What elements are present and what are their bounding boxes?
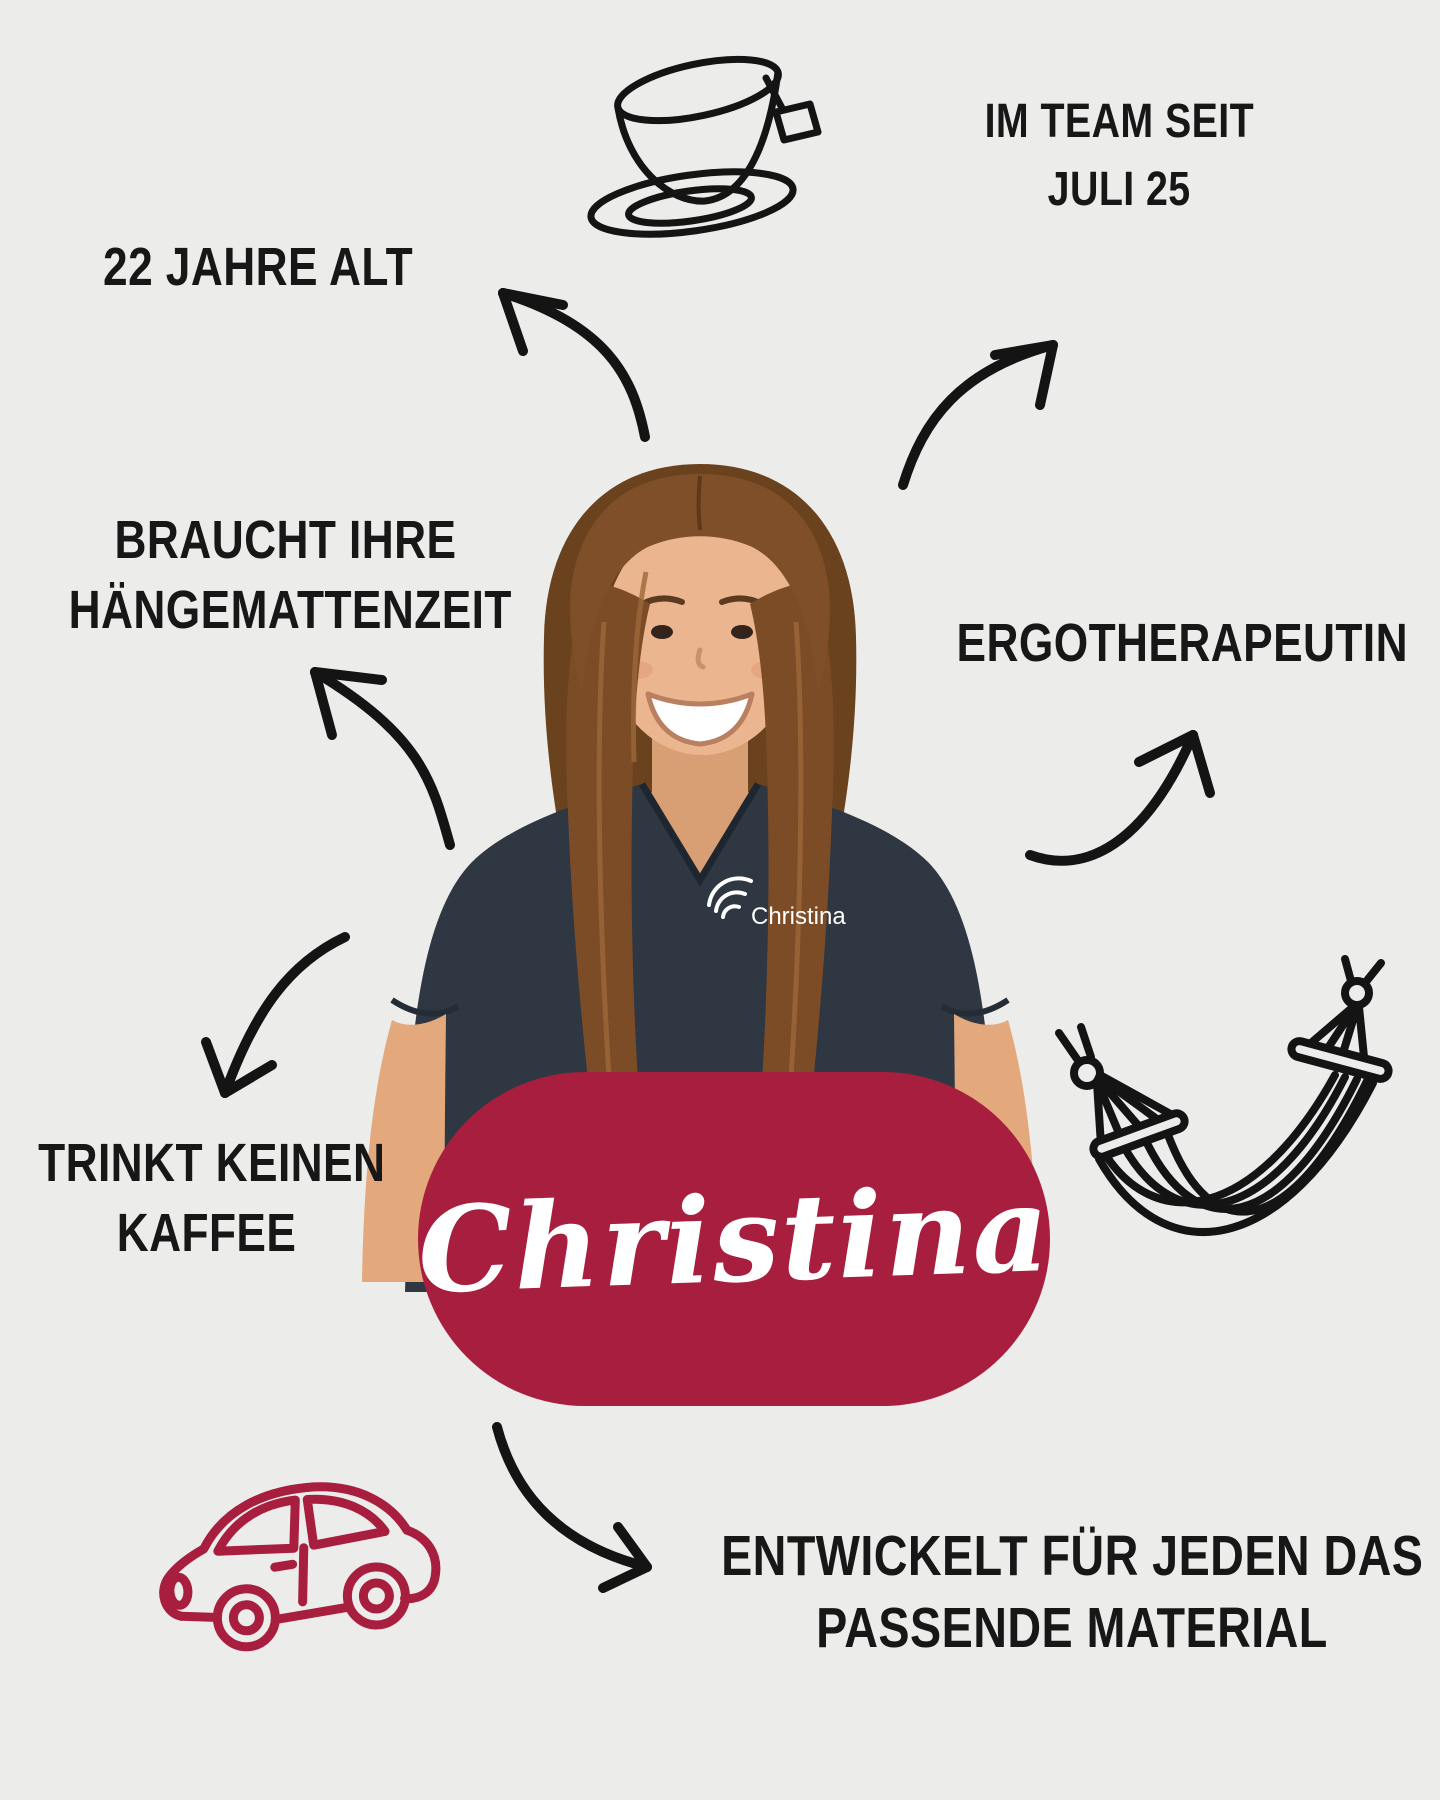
teacup-icon [570,18,830,238]
fact-material-line2: PASSENDE MATERIAL [816,1596,1328,1660]
name-badge-label: Christina [415,1158,1053,1320]
car-icon [148,1452,448,1657]
fact-team-line2: JULI 25 [1047,163,1191,216]
arrow-to-team-icon [885,325,1085,495]
fact-coffee [0,1128,412,1268]
fact-job [902,608,1440,678]
fact-material [632,1520,1440,1664]
left-eye [651,625,673,639]
fact-job-line1: ERGOTHERAPEUTIN [956,613,1408,673]
fact-hammock-time [20,505,550,645]
arrow-to-coffee-icon [185,925,365,1115]
arrow-to-job-icon [1015,695,1225,885]
fact-team-line1: IM TEAM SEIT [984,95,1254,148]
fact-material-line1: ENTWICKELT FÜR JEDEN DAS [720,1524,1424,1588]
right-eye [731,625,753,639]
name-badge [415,1072,1053,1406]
shirt-logo-text: Christina [751,903,846,930]
fact-age [8,232,508,302]
fact-coffee-line2: KAFFEE [116,1203,296,1263]
fact-team [819,88,1419,224]
fact-age-line1: 22 JAHRE ALT [102,237,414,297]
fact-coffee-line1: TRINKT KEINEN [38,1133,386,1193]
arrow-to-hammock-time-icon [270,640,470,855]
hair-part-line [699,476,701,530]
hammock-icon [1035,955,1435,1300]
fact-hammock-time-line1: BRAUCHT IHRE [114,510,456,570]
fact-hammock-time-line2: HÄNGEMATTENZEIT [68,580,512,640]
